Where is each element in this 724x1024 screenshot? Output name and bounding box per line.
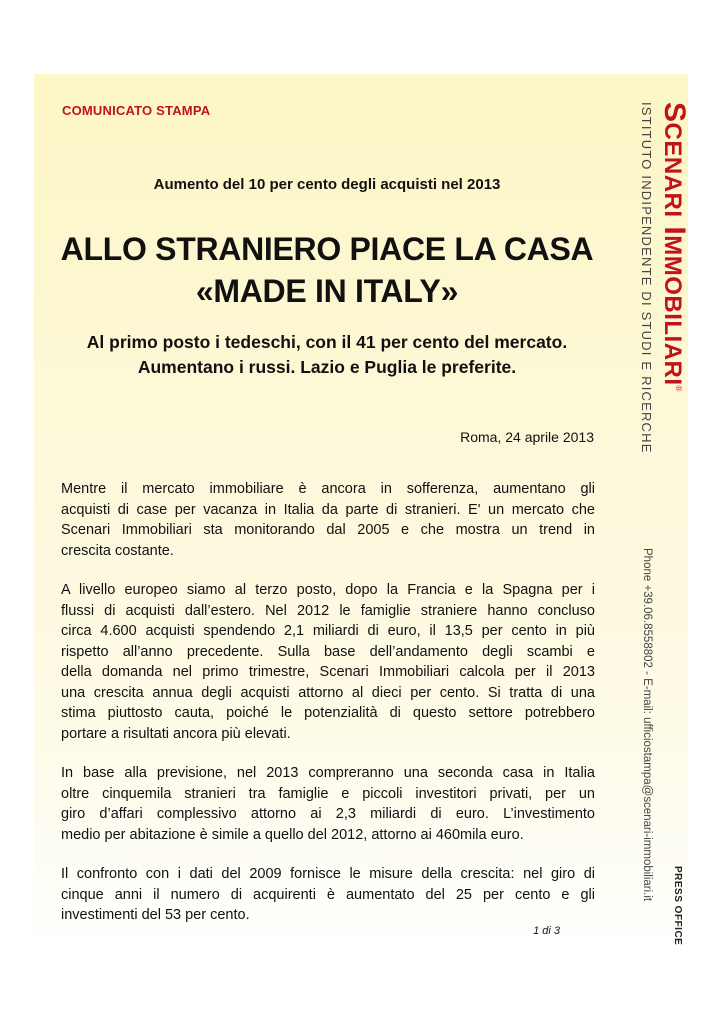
registered-mark: ® [674,385,683,392]
paragraph-line: rispetto all’anno precedente. Sulla base dell’andamento degli scambi e [61,643,595,660]
date-line: Roma, 24 aprile 2013 [460,429,594,445]
press-release-label: COMUNICATO STAMPA [62,103,211,118]
logo-initial-i: I [658,226,691,236]
paragraph-line: crescita costante. [61,542,174,559]
paragraph-line: giro d’affari complessivo attorno ai 2,3 miliardi di euro. L’investimento [61,806,595,822]
paragraph-line: flussi di acquisti dall’estero. Nel 2012 le famiglie straniere hanno concluso [61,602,595,619]
lead-line-2: Aumentano i russi. Lazio e Puglia le preferite. [137,357,517,377]
paragraph-line: Il confronto con i dati del 2009 fornisce le misure della crescita: nel giro di [61,866,595,882]
paragraph-line: della domanda nel primo trimestre, Scenari Immobiliari calcola per il 2013 [61,664,595,680]
subtitle: Aumento del 10 per cento degli acquisti nel 2013 [153,176,501,193]
brand-tagline: ISTITUTO INDIPENDENTE DI STUDI E RICERCHE [639,102,654,454]
headline [56,228,598,312]
contact-info: Phone +39.06.8558802 - E-mail: ufficiostampa@scenari-immobiliari.it [641,548,653,902]
paragraph-2 [61,580,595,744]
logo-word-scenari: CENARI [659,122,686,218]
page-number: 1 di 3 [533,925,560,937]
logo-initial-s: S [658,102,691,123]
lead-line-1: Al primo posto i tedeschi, con il 41 per cento del mercato. [86,332,568,352]
paragraph-line: In base alla previsione, nel 2013 compreranno una seconda casa in Italia [61,765,595,781]
paragraph-line: oltre cinquemila stranieri tra famiglie e piccoli investitori privati, per un [61,785,595,802]
paragraph-line: circa 4.600 acquisti spendendo 2,1 miliardi di euro, il 13,5 per cento in più [61,623,595,639]
paragraph-3 [61,763,595,845]
paragraph-line: una crescita annua degli acquisti attorno al dieci per cento. Si tratta di una [61,684,595,701]
paragraph-line: acquisti di case per vacanza in Italia da parte di stranieri. E' un mercato che [61,501,595,518]
paragraph-line: medio per abitazione è simile a quello del 2012, attorno ai 460mila euro. [61,826,524,843]
paragraph-line: Mentre il mercato immobiliare è ancora in sofferenza, aumentano gli [61,481,595,497]
paragraph-line: investimenti del 53 per cento. [61,907,250,923]
paragraph-1 [61,479,595,561]
headline-line-1: ALLO STRANIERO PIACE LA CASA [60,231,594,267]
paragraph-4 [61,864,595,926]
press-office-label: PRESS OFFICE [672,866,683,946]
brand-logo [657,102,691,392]
paragraph-line: cinque anni il numero di acquirenti è aumentato del 25 per cento e gli [61,886,595,903]
paragraph-line: A livello europeo siamo al terzo posto, dopo la Francia e la Spagna per i [61,582,595,598]
paragraph-line: stima piuttosto cauta, poiché le potenzialità di questo settore potrebbero [61,705,595,721]
paragraph-line: portare a risultati ancora più elevati. [61,725,291,742]
lead [56,330,598,380]
paragraph-line: Scenari Immobiliari sta monitorando dal 2005 e che mostra un trend in [61,522,595,538]
logo-word-immobiliari: MMOBILIARI [659,235,686,386]
headline-line-2: «MADE IN ITALY» [195,273,459,309]
